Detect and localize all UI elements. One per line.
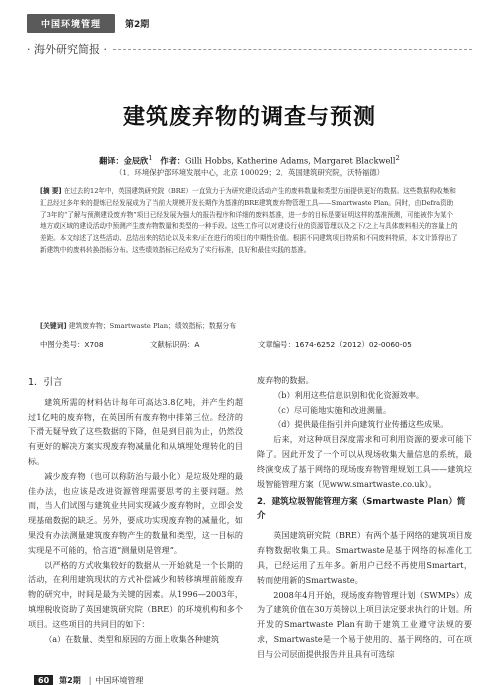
footer-issue: 第2期 xyxy=(59,676,81,685)
list-item: （c）尽可能地实施和改进测量。 xyxy=(273,404,392,415)
page-footer xyxy=(34,675,143,685)
abstract xyxy=(40,186,458,257)
page-number: 60 xyxy=(34,675,53,685)
doc-code-label: 文献标识码： xyxy=(150,340,195,349)
doc-code-value: A xyxy=(194,340,200,349)
translator-name: 金辰欣 xyxy=(123,155,149,166)
author-label: 作者： xyxy=(160,155,185,166)
section-header xyxy=(27,41,472,57)
section-label: · 海外研究简报 · xyxy=(27,43,107,56)
body-column-left xyxy=(28,373,243,646)
clc-code xyxy=(40,339,104,350)
list-item: （a）在数量、类型和原因的方面上收集各种建筑 xyxy=(44,633,219,644)
body-paragraph: 建筑所需的材料估计每年可高达3.8亿吨，并产生约超过1亿吨的废弃物，在英国所有废弃物中排第三位。经济的下滑无疑导致了这些数据的下降，但是到目前为止，仍然没有更好的解决方案实现废弃物减量化和从填埋处理转化的目标。 xyxy=(28,396,243,466)
keywords-text: 建筑废弃物；Smartwaste Plan；绩效指标；数据分布 xyxy=(68,322,237,330)
affiliation: （1．环境保护部环境发展中心，北京 100029；2．英国建筑研究院，沃特福德） xyxy=(114,168,385,177)
body-column-right xyxy=(257,373,472,662)
article-number xyxy=(258,339,412,350)
article-title: 建筑废弃物的调查与预测 xyxy=(122,104,376,130)
clc-value: X708 xyxy=(84,340,104,349)
body-paragraph: 以严格的方式收集较好的数据从一开始就是一个长期的活动，在利用建筑现状的方式补偿减少和转移填埋前能废弃物的研究中，时间是最为关键的因素。从1996—2003年，填埋税收资助了英国建筑研究院（BRE）的环境机构和多个项目。这些项目的共同目的如下： xyxy=(28,559,243,629)
body-paragraph: 2008年4月开始，现场废弃物管理计划（SWMPs）成为了建筑价值在30万英镑以上项目法定要求执行的计划。所开发的Smartwaste Plan有助于建筑工业遵守法规的要求，Smartwaste是一个易于使用的、基于网络的、可在项目与公司层面提供报告并且具有可选综 xyxy=(257,589,472,659)
translator-sup: 1 xyxy=(148,154,153,162)
footer-separator: | xyxy=(88,676,92,685)
journal-name-badge: 中国环境管理 xyxy=(27,14,115,33)
article-no-value: 1674-6252（2012）02-0060-05 xyxy=(294,340,412,349)
byline xyxy=(0,154,499,167)
body-paragraph: 英国建筑研究院（BRE）有两个基于网络的建筑项目废弃物数据收集工具。Smartwaste是基于网络的标准化工具，已经运用了五年多。新用户已经不再使用Smartart，转而使用新的Smartwaste。 xyxy=(257,530,472,585)
article-no-label: 文章编号： xyxy=(258,340,295,349)
section-heading-smartwaste: 2．建筑垃圾智能管理方案（Smartwaste Plan）简介 xyxy=(257,497,466,522)
list-item: （d）提供最佳指引并向建筑行业传播这些成果。 xyxy=(273,419,449,430)
body-paragraph: 后来，对这种项目深度需求和可利用资源的要求可能下降了。因此开发了一个可以从现场收集大量信息的系统，最终演变成了基于网络的现场废弃物管理规划工具——建筑垃圾智能管理方案（见www.smartwaste.co.uk）。 xyxy=(257,434,472,489)
issue-label: 第2期 xyxy=(125,19,150,30)
section-heading-intro: 1．引言 xyxy=(28,377,63,388)
footer-journal: 中国环境管理 xyxy=(95,676,144,685)
journal-banner xyxy=(27,14,149,32)
translator-label: 翻译： xyxy=(99,155,124,166)
keywords-label: [关键词] xyxy=(40,322,67,330)
abstract-text: 在过去的12年中，英国建筑研究院（BRE）一直致力于为研究建设活动产生的废料数量和类型方面提供更好的数据。这些数据构收集和汇总经过多年来的提炼已经发展成为了当前大规模开发长期作为基准的BRE建筑废弃物管理工具——Smartwaste Plan。同时，由Defra资助了3年的“了解与预测建设废弃物”项目已经发展为强大的报告程序和详细的废料基准，进一步的目标是要证明这样的基准预测，可能被作为某个地方或区域的建设活动中预测产生废弃物数量和类型的一种手段。这些工作可以对建设行业的资源管理以及之下/之上与具体废料相关的容量上的差距。本文综述了这些活动、总结出来的结论以及未来/正在进行的项目的中期性价值。根据不同建筑项目特质和不同废料特质，本文计算得出了新建筑中的废料转换指标分布。这些绩效指标已经成为了实行标准，良好和最佳实践的基准。 xyxy=(40,187,458,254)
clc-label: 中图分类号： xyxy=(40,340,85,349)
document-code xyxy=(150,339,199,350)
keywords xyxy=(40,320,458,330)
abstract-label: [摘 要] xyxy=(40,187,62,195)
list-item: （b）利用这些信息识别和优化资源效率。 xyxy=(273,389,425,400)
section-divider xyxy=(113,49,472,50)
author-names: Gilli Hobbs, Katherine Adams, Margaret Blackwell xyxy=(184,155,396,166)
body-paragraph: 减少废弃物（也可以称防治与最小化）是垃圾处理的最佳办法，也应该是改进资源管理需要思考的主要问题。然而，当人们试图与建筑业共同实现减少废弃物时，立即会发现基础数据的缺乏。另外，要成功实现废弃物的减量化，如果没有办法测量建筑废弃物产生的数量和类型，这一目标的实现是不可能的，恰言道“测量则是管理”。 xyxy=(28,470,243,555)
body-paragraph: 废弃物的数据。 xyxy=(257,375,314,385)
authors-sup: 2 xyxy=(395,154,400,162)
